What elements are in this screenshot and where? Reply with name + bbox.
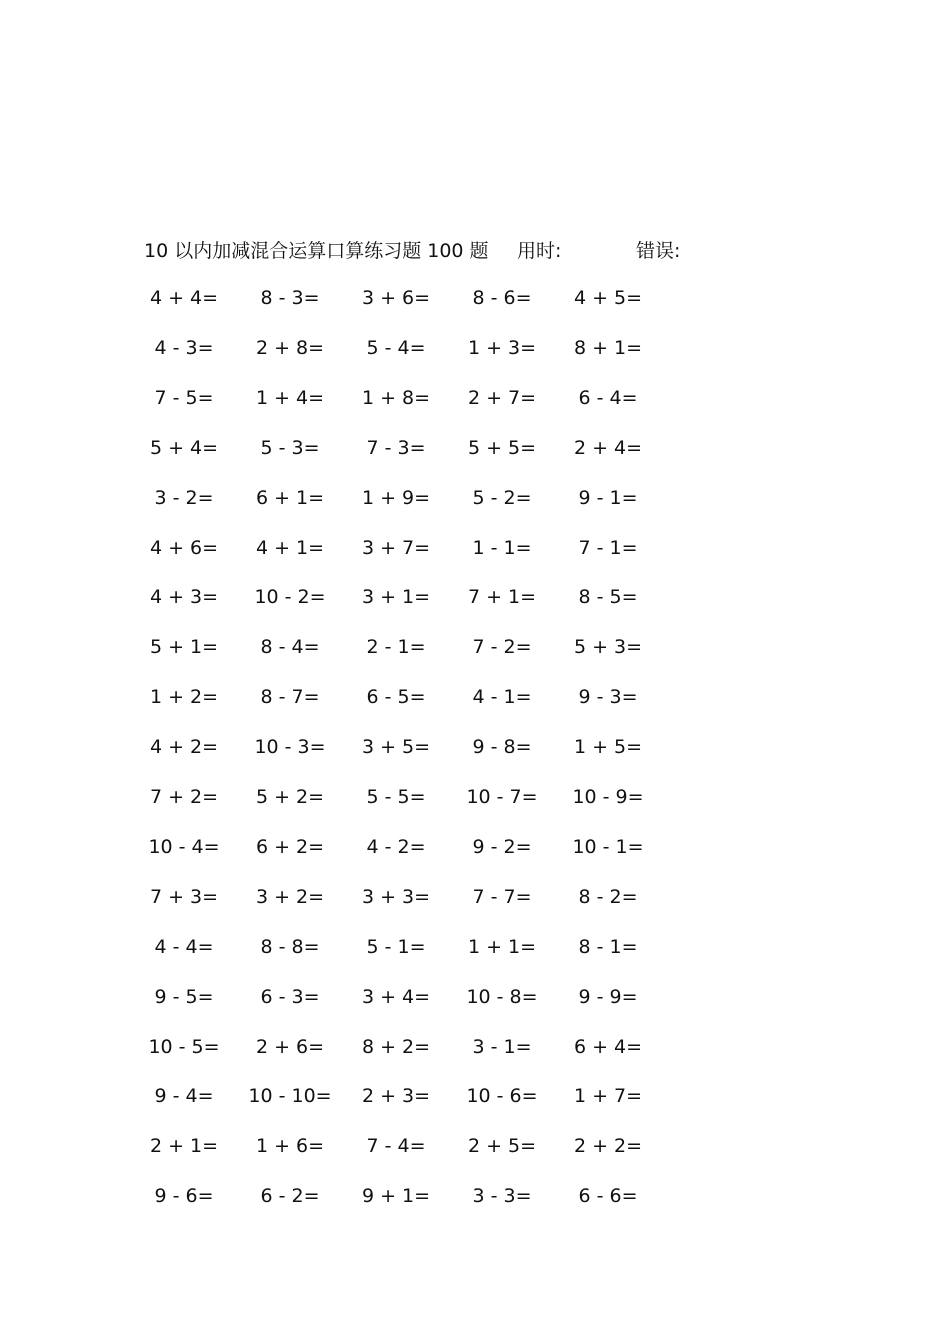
problem-item: 4 - 4=	[154, 936, 214, 958]
problem-item: 8 - 5=	[578, 586, 638, 608]
problem-item: 10 - 5=	[148, 1036, 220, 1058]
problem-item: 4 + 1=	[255, 537, 325, 559]
problem-item: 9 - 5=	[154, 986, 214, 1008]
problem-item: 5 - 3=	[260, 437, 320, 459]
problem-item: 8 + 2=	[361, 1036, 431, 1058]
problem-item: 4 + 6=	[149, 537, 219, 559]
problem-item: 5 + 1=	[149, 636, 219, 658]
problem-item: 7 - 2=	[472, 636, 532, 658]
problem-item: 5 + 4=	[149, 437, 219, 459]
problem-item: 1 + 5=	[573, 736, 643, 758]
problem-item: 7 + 2=	[149, 786, 219, 808]
problem-item: 3 + 1=	[361, 586, 431, 608]
problem-item: 7 - 7=	[472, 886, 532, 908]
problem-item: 5 + 3=	[573, 636, 643, 658]
problem-item: 5 - 1=	[366, 936, 426, 958]
problem-item: 4 + 4=	[149, 287, 219, 309]
problem-item: 1 + 7=	[573, 1085, 643, 1107]
problem-item: 6 + 1=	[255, 487, 325, 509]
problem-item: 10 - 3=	[254, 736, 326, 758]
problem-item: 3 - 1=	[472, 1036, 532, 1058]
problem-item: 7 - 5=	[154, 387, 214, 409]
problem-item: 9 - 8=	[472, 736, 532, 758]
problem-item: 7 + 3=	[149, 886, 219, 908]
problem-item: 8 - 7=	[260, 686, 320, 708]
problem-item: 6 - 4=	[578, 387, 638, 409]
problem-item: 8 - 6=	[472, 287, 532, 309]
problem-item: 5 - 2=	[472, 487, 532, 509]
problem-item: 7 - 4=	[366, 1135, 426, 1157]
problem-item: 9 - 3=	[578, 686, 638, 708]
worksheet-title: 10 以内加减混合运算口算练习题 100 题	[144, 240, 489, 262]
problem-item: 10 - 1=	[572, 836, 644, 858]
problem-item: 4 + 3=	[149, 586, 219, 608]
problem-item: 5 + 2=	[255, 786, 325, 808]
problem-item: 1 + 6=	[255, 1135, 325, 1157]
problem-item: 3 + 3=	[361, 886, 431, 908]
problem-item: 2 + 6=	[255, 1036, 325, 1058]
problem-item: 4 + 2=	[149, 736, 219, 758]
problem-item: 9 - 2=	[472, 836, 532, 858]
errors-label: 错误:	[636, 240, 681, 262]
problem-item: 3 + 6=	[361, 287, 431, 309]
problem-item: 1 + 2=	[149, 686, 219, 708]
problem-item: 10 - 6=	[466, 1085, 538, 1107]
problem-item: 8 + 1=	[573, 337, 643, 359]
problem-item: 9 - 9=	[578, 986, 638, 1008]
problem-item: 3 + 2=	[255, 886, 325, 908]
problem-item: 6 + 4=	[573, 1036, 643, 1058]
problem-item: 2 + 3=	[361, 1085, 431, 1107]
problem-item: 1 + 1=	[467, 936, 537, 958]
problem-item: 4 - 1=	[472, 686, 532, 708]
problem-item: 4 - 3=	[154, 337, 214, 359]
problem-item: 2 + 2=	[573, 1135, 643, 1157]
problem-item: 1 + 4=	[255, 387, 325, 409]
problem-item: 6 - 6=	[578, 1185, 638, 1207]
problem-item: 2 + 1=	[149, 1135, 219, 1157]
problem-item: 3 - 3=	[472, 1185, 532, 1207]
problem-item: 10 - 8=	[466, 986, 538, 1008]
problem-item: 10 - 4=	[148, 836, 220, 858]
problem-item: 6 - 5=	[366, 686, 426, 708]
problem-item: 8 - 1=	[578, 936, 638, 958]
problem-item: 2 + 4=	[573, 437, 643, 459]
problem-item: 6 - 2=	[260, 1185, 320, 1207]
problem-item: 9 - 4=	[154, 1085, 214, 1107]
problem-item: 3 - 2=	[154, 487, 214, 509]
problem-item: 1 + 9=	[361, 487, 431, 509]
problem-item: 3 + 7=	[361, 537, 431, 559]
problem-item: 7 + 1=	[467, 586, 537, 608]
problem-item: 1 - 1=	[472, 537, 532, 559]
problem-item: 2 + 7=	[467, 387, 537, 409]
problem-item: 6 + 2=	[255, 836, 325, 858]
problem-item: 2 - 1=	[366, 636, 426, 658]
problem-item: 3 + 4=	[361, 986, 431, 1008]
problem-item: 7 - 1=	[578, 537, 638, 559]
problem-item: 7 - 3=	[366, 437, 426, 459]
problem-item: 3 + 5=	[361, 736, 431, 758]
problem-item: 9 - 1=	[578, 487, 638, 509]
problem-item: 10 - 2=	[254, 586, 326, 608]
problem-item: 5 - 4=	[366, 337, 426, 359]
problem-item: 5 - 5=	[366, 786, 426, 808]
problem-item: 1 + 3=	[467, 337, 537, 359]
problem-item: 4 + 5=	[573, 287, 643, 309]
problem-item: 10 - 9=	[572, 786, 644, 808]
problem-item: 9 - 6=	[154, 1185, 214, 1207]
problem-item: 8 - 4=	[260, 636, 320, 658]
problem-item: 8 - 3=	[260, 287, 320, 309]
problem-item: 4 - 2=	[366, 836, 426, 858]
problem-item: 8 - 8=	[260, 936, 320, 958]
problem-item: 2 + 8=	[255, 337, 325, 359]
worksheet-header	[144, 236, 681, 263]
problem-item: 6 - 3=	[260, 986, 320, 1008]
problem-item: 10 - 10=	[248, 1085, 332, 1107]
problem-item: 8 - 2=	[578, 886, 638, 908]
time-label: 用时:	[517, 240, 562, 262]
problem-item: 10 - 7=	[466, 786, 538, 808]
problem-item: 2 + 5=	[467, 1135, 537, 1157]
problem-item: 5 + 5=	[467, 437, 537, 459]
problem-item: 1 + 8=	[361, 387, 431, 409]
problem-item: 9 + 1=	[361, 1185, 431, 1207]
